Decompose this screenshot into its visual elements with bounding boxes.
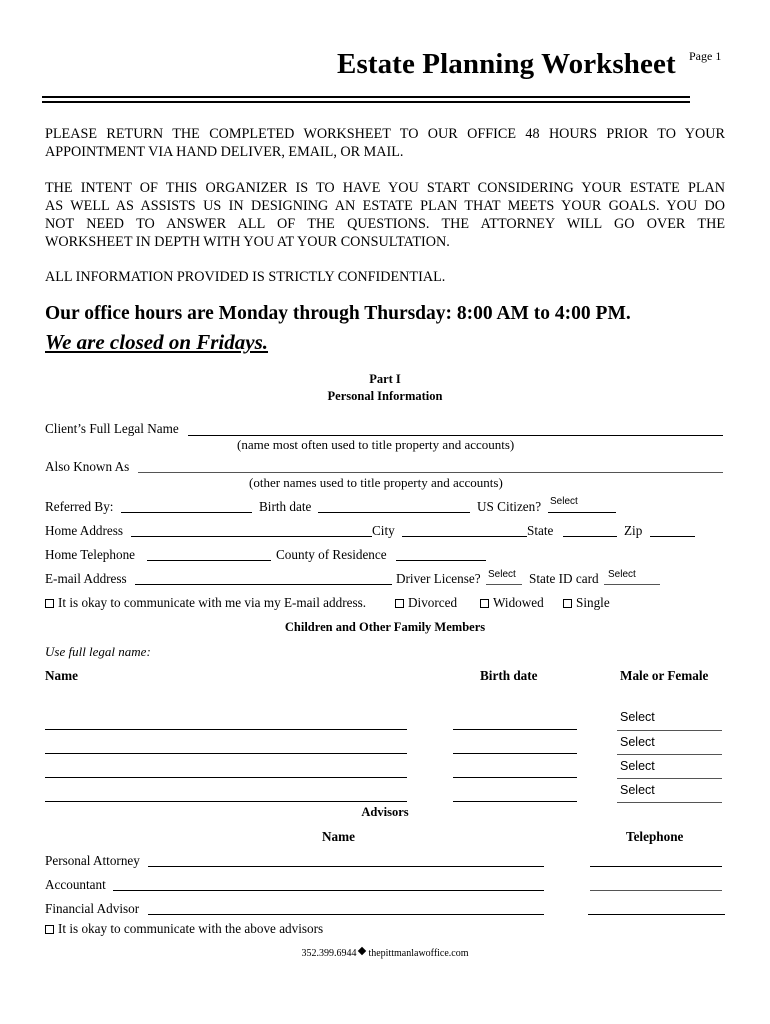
accountant-name-field[interactable] bbox=[113, 890, 544, 891]
email-ok-option[interactable] bbox=[45, 595, 366, 611]
single-label: Single bbox=[576, 595, 610, 610]
child-sex-select-3[interactable]: Select bbox=[620, 759, 655, 773]
return-instructions bbox=[45, 125, 725, 161]
us-citizen-select[interactable]: Select bbox=[550, 496, 578, 507]
state-label: State bbox=[527, 523, 554, 538]
section-title-advisors: Advisors bbox=[361, 805, 409, 819]
financial-phone-field[interactable] bbox=[588, 914, 725, 915]
state-id-label: State ID card bbox=[529, 571, 599, 586]
email-label: E-mail Address bbox=[45, 571, 127, 586]
intent-paragraph bbox=[45, 179, 725, 251]
driver-license-select[interactable]: Select bbox=[488, 569, 516, 580]
child-sex-underline-2 bbox=[617, 754, 722, 755]
children-col-birth: Birth date bbox=[480, 668, 538, 683]
child-sex-select-4[interactable]: Select bbox=[620, 783, 655, 797]
part-label: Part I bbox=[369, 372, 401, 386]
widowed-option[interactable] bbox=[480, 595, 544, 611]
section-title-children: Children and Other Family Members bbox=[284, 620, 486, 634]
aka-field[interactable] bbox=[138, 472, 723, 473]
email-field[interactable] bbox=[135, 584, 392, 585]
financial-name-field[interactable] bbox=[148, 914, 544, 915]
home-phone-label: Home Telephone bbox=[45, 547, 136, 562]
section-title-personal: Personal Information bbox=[327, 389, 443, 403]
child-birth-field-2[interactable] bbox=[453, 753, 577, 754]
aka-note: (other names used to title property and accounts) bbox=[249, 475, 503, 490]
us-citizen-select-underline bbox=[548, 512, 616, 513]
return-line-1: PLEASE RETURN THE COMPLETED WORKSHEET TO OUR OFFICE 48 HOURS PRIOR TO YOUR bbox=[45, 126, 725, 142]
attorney-phone-field[interactable] bbox=[590, 866, 722, 867]
home-address-label: Home Address bbox=[45, 523, 124, 538]
attorney-name-field[interactable] bbox=[148, 866, 544, 867]
diamond-icon bbox=[358, 947, 366, 955]
divorced-label: Divorced bbox=[408, 595, 458, 610]
child-name-field-1[interactable] bbox=[45, 729, 407, 730]
confidential-line: ALL INFORMATION PROVIDED IS STRICTLY CONFIDENTIAL. bbox=[45, 269, 446, 285]
email-ok-label: It is okay to communicate with me via my E-mail address. bbox=[58, 595, 367, 610]
financial-label: Financial Advisor bbox=[45, 901, 140, 916]
home-phone-field[interactable] bbox=[147, 560, 271, 561]
state-field[interactable] bbox=[563, 536, 617, 537]
footer-phone: 352.399.6944 bbox=[301, 948, 357, 959]
child-name-field-4[interactable] bbox=[45, 801, 407, 802]
intent-line-3: NOT NEED TO ANSWER ALL OF THE QUESTIONS. THE ATTORNEY WILL GO OVER THE bbox=[45, 216, 725, 232]
driver-license-select-underline bbox=[486, 584, 522, 585]
zip-label: Zip bbox=[624, 523, 643, 538]
advisors-col-phone: Telephone bbox=[626, 829, 684, 844]
widowed-label: Widowed bbox=[493, 595, 544, 610]
full-name-field[interactable] bbox=[188, 435, 723, 436]
advisors-ok-label: It is okay to communicate with the above advisors bbox=[58, 921, 324, 936]
full-name-note: (name most often used to title property and accounts) bbox=[237, 437, 515, 452]
child-birth-field-4[interactable] bbox=[453, 801, 577, 802]
page-title: Estate Planning Worksheet bbox=[337, 48, 676, 80]
advisors-ok-option[interactable] bbox=[45, 921, 323, 937]
intent-line-2: AS WELL AS ASSISTS US IN DESIGNING AN ESTATE PLAN THAT MEETS YOUR GOALS. YOU DO bbox=[45, 198, 725, 214]
header-rule-bottom bbox=[42, 101, 690, 103]
child-sex-select-2[interactable]: Select bbox=[620, 735, 655, 749]
birth-date-field[interactable] bbox=[318, 512, 470, 513]
page-number: Page 1 bbox=[689, 49, 722, 63]
intent-line-4: WORKSHEET IN DEPTH WITH YOU AT YOUR CONSULTATION. bbox=[45, 234, 450, 250]
footer-website: thepittmanlawoffice.com bbox=[368, 948, 469, 959]
county-label: County of Residence bbox=[276, 547, 387, 562]
child-sex-select-1[interactable]: Select bbox=[620, 710, 655, 724]
checkbox-advisors-ok[interactable] bbox=[45, 925, 54, 934]
children-col-name: Name bbox=[45, 668, 78, 683]
advisors-col-name: Name bbox=[322, 829, 355, 844]
divorced-option[interactable] bbox=[395, 595, 457, 611]
zip-field[interactable] bbox=[650, 536, 695, 537]
checkbox-email-ok[interactable] bbox=[45, 599, 54, 608]
confidential-notice bbox=[45, 268, 725, 286]
referred-label: Referred By: bbox=[45, 499, 114, 514]
city-label: City bbox=[372, 523, 395, 538]
single-option[interactable] bbox=[563, 595, 610, 611]
child-name-field-2[interactable] bbox=[45, 753, 407, 754]
child-sex-underline-1 bbox=[617, 730, 722, 731]
state-id-select-underline bbox=[604, 584, 660, 585]
header-rule-top bbox=[42, 96, 690, 98]
page-footer bbox=[0, 948, 770, 959]
child-sex-underline-4 bbox=[617, 802, 722, 803]
checkbox-widowed[interactable] bbox=[480, 599, 489, 608]
child-name-field-3[interactable] bbox=[45, 777, 407, 778]
child-sex-underline-3 bbox=[617, 778, 722, 779]
closed-notice: We are closed on Fridays. bbox=[45, 330, 269, 354]
accountant-phone-field[interactable] bbox=[590, 890, 722, 891]
children-instruction: Use full legal name: bbox=[45, 644, 151, 659]
child-birth-field-1[interactable] bbox=[453, 729, 577, 730]
intent-line-1: THE INTENT OF THIS ORGANIZER IS TO HAVE YOU START CONSIDERING YOUR ESTATE PLAN bbox=[45, 180, 725, 196]
state-id-select[interactable]: Select bbox=[608, 569, 636, 580]
birth-date-label: Birth date bbox=[259, 499, 312, 514]
children-col-sex: Male or Female bbox=[620, 668, 709, 683]
driver-license-label: Driver License? bbox=[396, 571, 481, 586]
us-citizen-label: US Citizen? bbox=[477, 499, 542, 514]
aka-label: Also Known As bbox=[45, 459, 130, 474]
return-line-2: APPOINTMENT VIA HAND DELIVER, EMAIL, OR MAIL. bbox=[45, 144, 404, 160]
accountant-label: Accountant bbox=[45, 877, 106, 892]
full-name-label: Client’s Full Legal Name bbox=[45, 421, 179, 436]
attorney-label: Personal Attorney bbox=[45, 853, 140, 868]
office-hours: Our office hours are Monday through Thursday: 8:00 AM to 4:00 PM. bbox=[45, 303, 631, 324]
city-field[interactable] bbox=[402, 536, 527, 537]
referred-field[interactable] bbox=[121, 512, 252, 513]
checkbox-divorced[interactable] bbox=[395, 599, 404, 608]
county-field[interactable] bbox=[396, 560, 486, 561]
home-address-field[interactable] bbox=[131, 536, 372, 537]
child-birth-field-3[interactable] bbox=[453, 777, 577, 778]
checkbox-single[interactable] bbox=[563, 599, 572, 608]
